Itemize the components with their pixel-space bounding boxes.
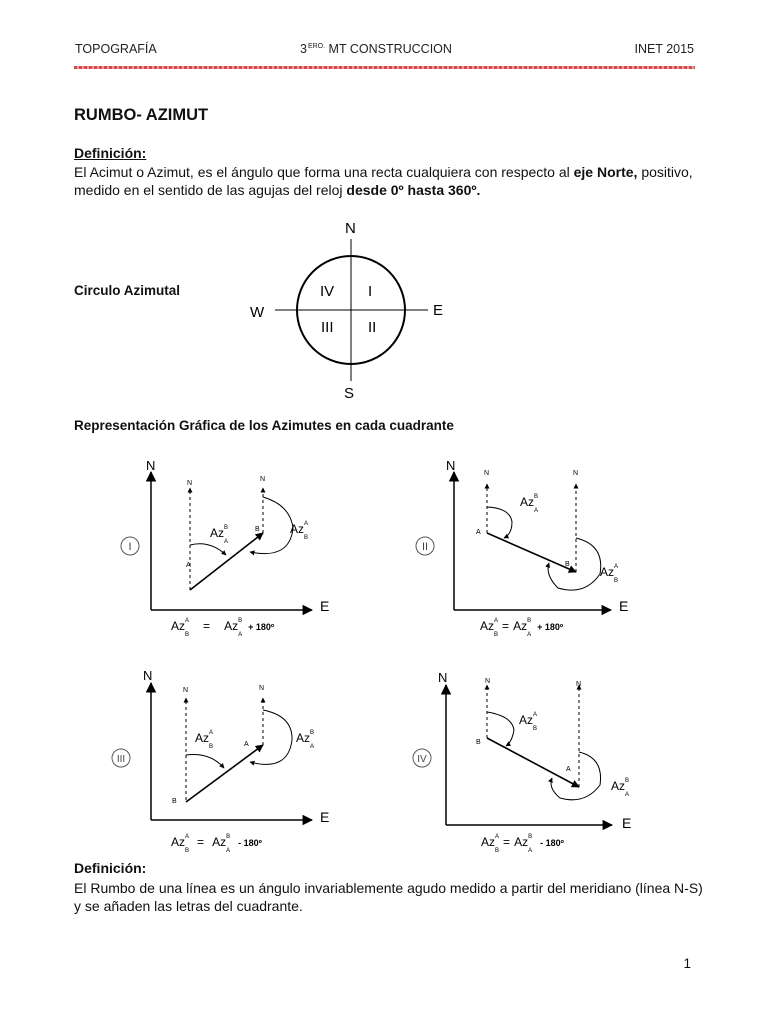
circle-north-label: N: [345, 220, 356, 237]
q2-line-ab: [487, 533, 576, 572]
quadrant-iv-diagram: [413, 670, 631, 854]
q3-roman: III: [116, 754, 126, 765]
circle-west-label: W: [250, 304, 265, 321]
q3-axis-n: N: [143, 668, 153, 683]
q1-arc-ab: [190, 544, 226, 555]
q2-az-ab: $Az^B$ A: [520, 494, 539, 514]
q4-north-a: N: [576, 681, 582, 688]
q3-arc-ab: [250, 710, 292, 764]
q4-north-b: N: [485, 678, 491, 685]
circle-east-label: E: [433, 302, 444, 319]
circle-label: Circulo Azimutal: [74, 283, 181, 298]
q4-az-ab: $Az^A$ B: [519, 712, 538, 732]
q3-point-b: B: [172, 798, 177, 805]
q1-roman: I: [128, 541, 132, 553]
q3-az-ba: $Az^B$ A: [296, 730, 315, 750]
page-title: RUMBO- AZIMUT: [74, 106, 209, 124]
header-course-name: MT CONSTRUCCION: [325, 42, 452, 56]
circle-quadrant-ii: II: [368, 319, 377, 336]
q2-point-a: A: [476, 529, 481, 536]
q2-point-b: B: [565, 561, 570, 568]
q1-formula: $Az^A$ $B= Az^B$ $A^{+ 180º}$: [171, 618, 275, 638]
q1-axis-e: E: [320, 598, 330, 614]
definition-heading: Definición:: [74, 145, 147, 161]
q2-axis-e: E: [619, 598, 629, 614]
q1-point-a: A: [186, 562, 191, 569]
q2-north-a: N: [484, 470, 490, 477]
q4-formula: $Az^A$ $B= Az^B$ $A^{- 180º}$: [481, 834, 564, 854]
q2-north-b: N: [573, 470, 579, 477]
header-institution: INET 2015: [634, 42, 694, 56]
circle-south-label: S: [344, 385, 355, 402]
def-text-b: positivo, medido en el sentido de las agujas del reloj: [74, 164, 693, 198]
q4-roman: IV: [417, 754, 427, 765]
q2-roman: II: [421, 541, 429, 553]
header-course-ordinal: ERO.: [307, 43, 326, 50]
q3-point-a: A: [244, 741, 249, 748]
q4-point-b: B: [476, 739, 481, 746]
q1-north-a: N: [187, 480, 193, 487]
q1-az-ab: $Az^B$ A: [210, 525, 229, 545]
rumbo-definition: El Rumbo de una línea es un ángulo invariablemente agudo medido a partir del meridiano (línea N-S) y se añaden las letras del cuadrante.: [74, 880, 703, 914]
q3-arc-ba: [186, 755, 224, 768]
q3-formula: $Az^A$ $B= Az^B$ $A^{- 180º}$: [171, 834, 262, 854]
quadrant-ii-diagram: [416, 458, 628, 638]
quadrant-iii-diagram: [112, 668, 329, 854]
circle-quadrant-i: I: [368, 283, 373, 300]
q1-az-ba: $Az^A$ B: [290, 521, 309, 541]
quadrant-graphs-heading: Representación Gráfica de los Azimutes en cada cuadrante: [74, 418, 454, 433]
q3-north-b: N: [183, 687, 189, 694]
q2-formula: $Az^A$ $B= Az^B$ $A^{+ 180º}$: [480, 618, 564, 638]
q2-arc-ab: [487, 507, 512, 538]
q4-line-ba: [487, 738, 579, 787]
q4-axis-e: E: [622, 815, 632, 831]
q4-az-ba: $Az^B$ A: [611, 778, 630, 798]
q3-axis-e: E: [320, 809, 330, 825]
quadrant-i-diagram: [121, 458, 329, 638]
q2-az-ba: $Az^A$ B: [600, 564, 619, 584]
q1-point-b: B: [255, 526, 260, 533]
q4-axis-n: N: [438, 670, 448, 685]
header-subject: TOPOGRAFÍA: [75, 42, 157, 56]
q1-axis-n: N: [146, 458, 156, 473]
def-text-a: El Acimut o Azimut, es el ángulo que forma una recta cualquiera con respecto al: [74, 164, 574, 180]
header-course-number: 3: [300, 42, 307, 56]
q1-north-b: N: [260, 476, 266, 483]
q3-az-ab: $Az^A$ B: [195, 730, 214, 750]
def-bold-b: desde 0º hasta 360º.: [346, 182, 481, 198]
circle-quadrant-iii: III: [321, 319, 334, 336]
circle-quadrant-iv: IV: [320, 283, 335, 300]
q3-north-a: N: [259, 685, 265, 692]
def-bold-a: eje Norte,: [573, 164, 638, 180]
q2-axis-n: N: [446, 458, 456, 473]
rumbo-definition-heading: Definición:: [74, 860, 147, 876]
q4-point-a: A: [566, 766, 571, 773]
q3-line-ba: [186, 745, 263, 802]
page-number: 1: [683, 956, 691, 971]
